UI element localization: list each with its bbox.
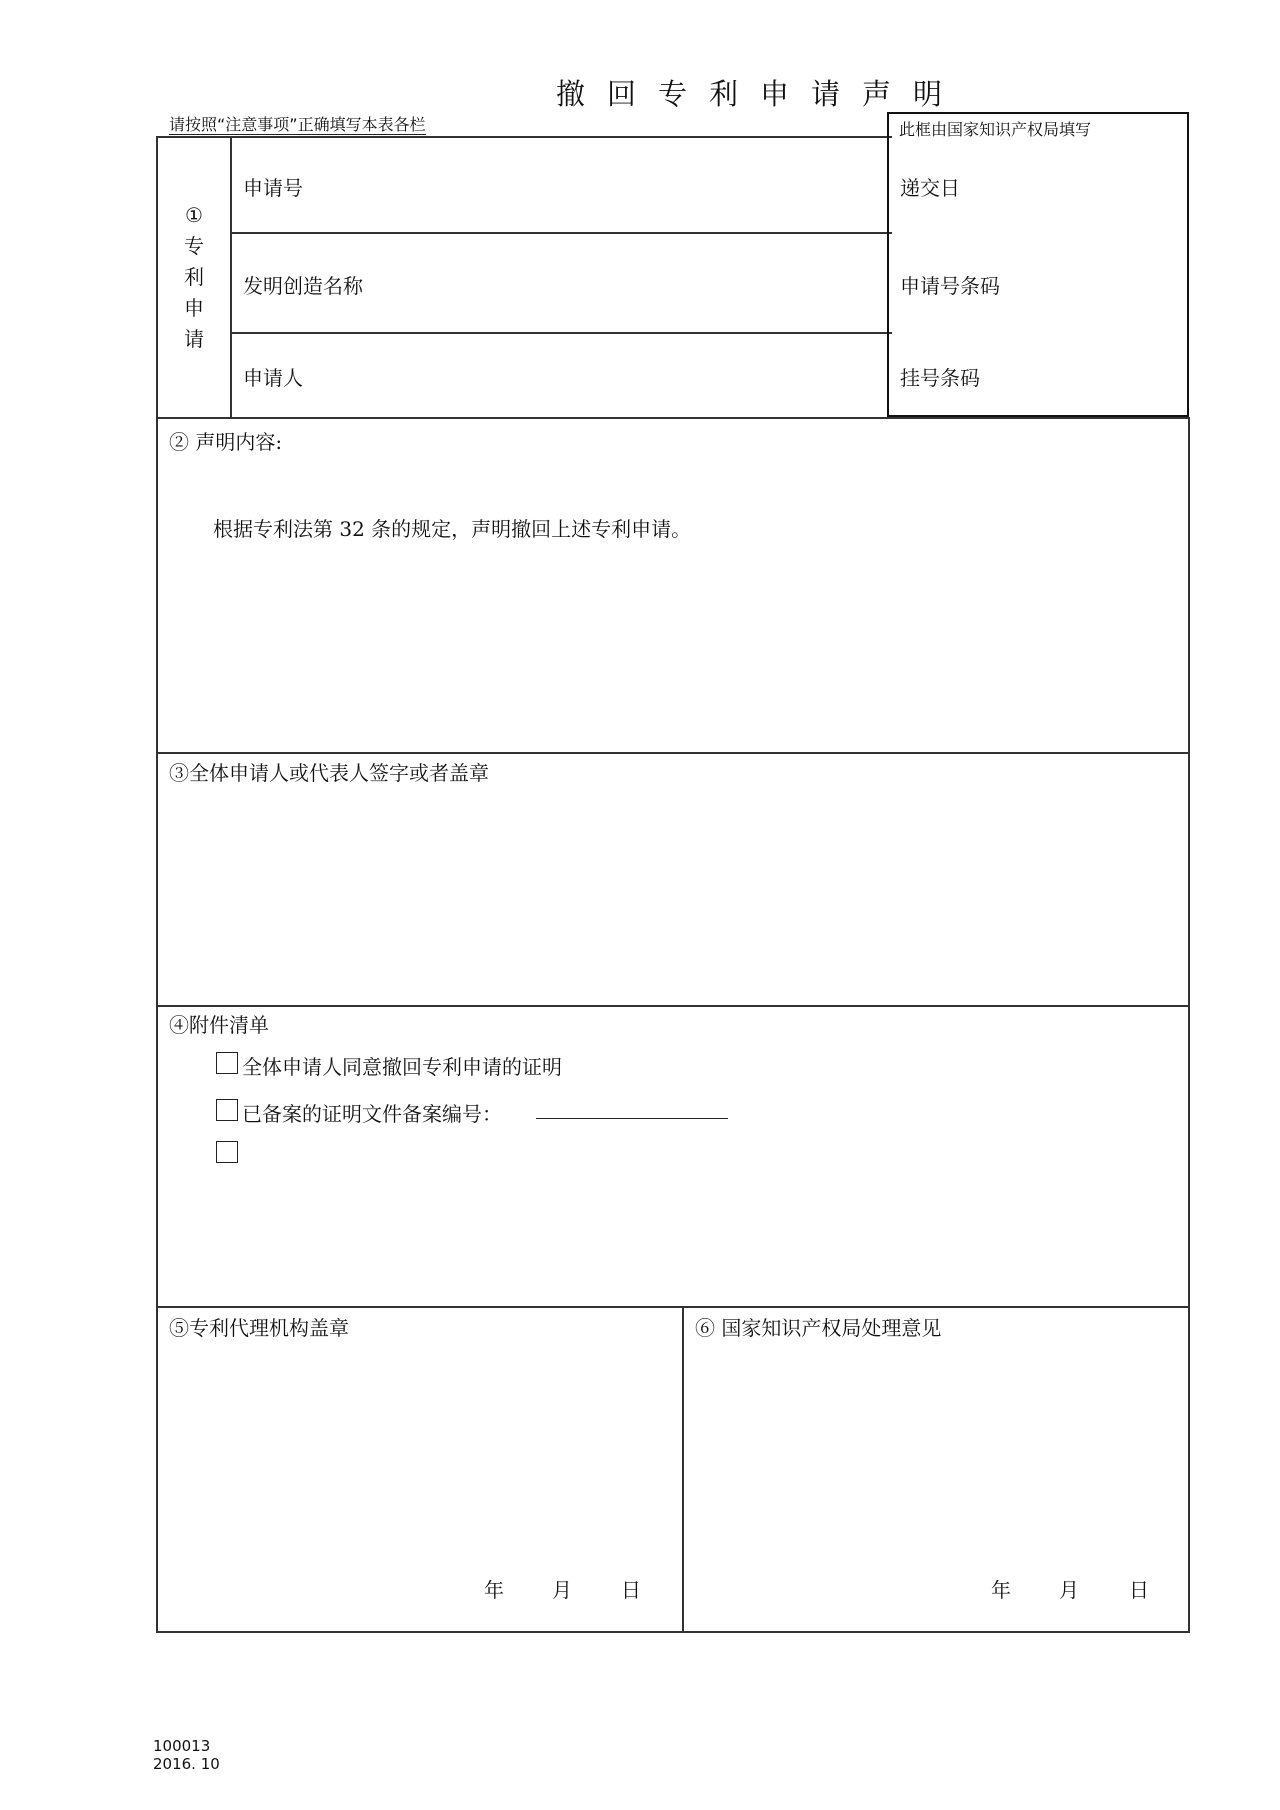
registered-barcode-label: 挂号条码: [900, 366, 980, 390]
invention-title-label: 发明创造名称: [243, 274, 363, 298]
section4-heading: ④附件清单: [169, 1013, 269, 1037]
form-code: 100013: [153, 1737, 211, 1755]
invention-title-field[interactable]: [400, 236, 880, 328]
section5-month-label: 月: [552, 1578, 572, 1602]
section5-top-border: [156, 1306, 1190, 1308]
row-divider-1: [230, 232, 892, 234]
section4-top-border: [156, 1005, 1190, 1007]
attachment-label-1: 全体申请人同意撤回专利申请的证明: [242, 1055, 562, 1079]
section5-6-divider: [682, 1306, 684, 1633]
section2-top-border: [156, 417, 1190, 419]
section6-year-label: 年: [991, 1578, 1011, 1602]
submission-date-label: 递交日: [900, 176, 960, 200]
attachment-checkbox-1[interactable]: [216, 1052, 238, 1074]
applicant-field[interactable]: [380, 336, 880, 414]
section6-heading: ⑥ 国家知识产权局处理意见: [695, 1316, 942, 1340]
row-divider-2: [230, 332, 892, 334]
attachment-label-2: 已备案的证明文件备案编号：: [242, 1102, 502, 1126]
section1-char: 利: [184, 265, 204, 289]
application-number-field[interactable]: [380, 140, 880, 228]
table-right-border: [1188, 417, 1190, 1633]
applicant-label: 申请人: [243, 366, 303, 390]
section5-year-label: 年: [484, 1578, 504, 1602]
section1-char: 专: [184, 234, 204, 258]
section6-day-label: 日: [1129, 1578, 1149, 1602]
section3-top-border: [156, 752, 1190, 754]
application-number-label: 申请号: [243, 176, 303, 200]
withdrawal-statement: 根据专利法第 32 条的规定，声明撤回上述专利申请。: [213, 517, 692, 541]
section5-day-label: 日: [621, 1578, 641, 1602]
official-box-caption: 此框由国家知识产权局填写: [899, 120, 1092, 139]
fill-instruction: 请按照“注意事项”正确填写本表各栏: [169, 115, 426, 134]
section6-month-label: 月: [1059, 1578, 1079, 1602]
page-title: 撤回专利申请声明: [555, 77, 964, 111]
section5-heading: ⑤专利代理机构盖章: [169, 1316, 349, 1340]
section2-heading: ② 声明内容:: [169, 430, 283, 454]
form-version: 2016. 10: [153, 1755, 220, 1773]
section1-char: 请: [184, 327, 204, 351]
attachment-checkbox-3[interactable]: [216, 1141, 238, 1163]
signature-area[interactable]: [160, 790, 1184, 1000]
attachment-checkbox-2[interactable]: [216, 1099, 238, 1121]
table-left-border: [156, 136, 158, 1633]
section3-heading: ③全体申请人或代表人签字或者盖章: [169, 761, 489, 785]
application-barcode-label: 申请号条码: [900, 274, 1000, 298]
section1-label-divider: [230, 136, 232, 418]
section1-number: ①: [185, 203, 203, 227]
section1-label: [170, 200, 218, 355]
section1-char: 申: [184, 296, 204, 320]
table-bottom-border: [156, 1631, 1190, 1633]
attachment-other-field[interactable]: [244, 1138, 724, 1166]
filing-number-field[interactable]: [536, 1118, 728, 1119]
form-footer: [153, 1737, 220, 1773]
table-top-border: [156, 136, 892, 138]
